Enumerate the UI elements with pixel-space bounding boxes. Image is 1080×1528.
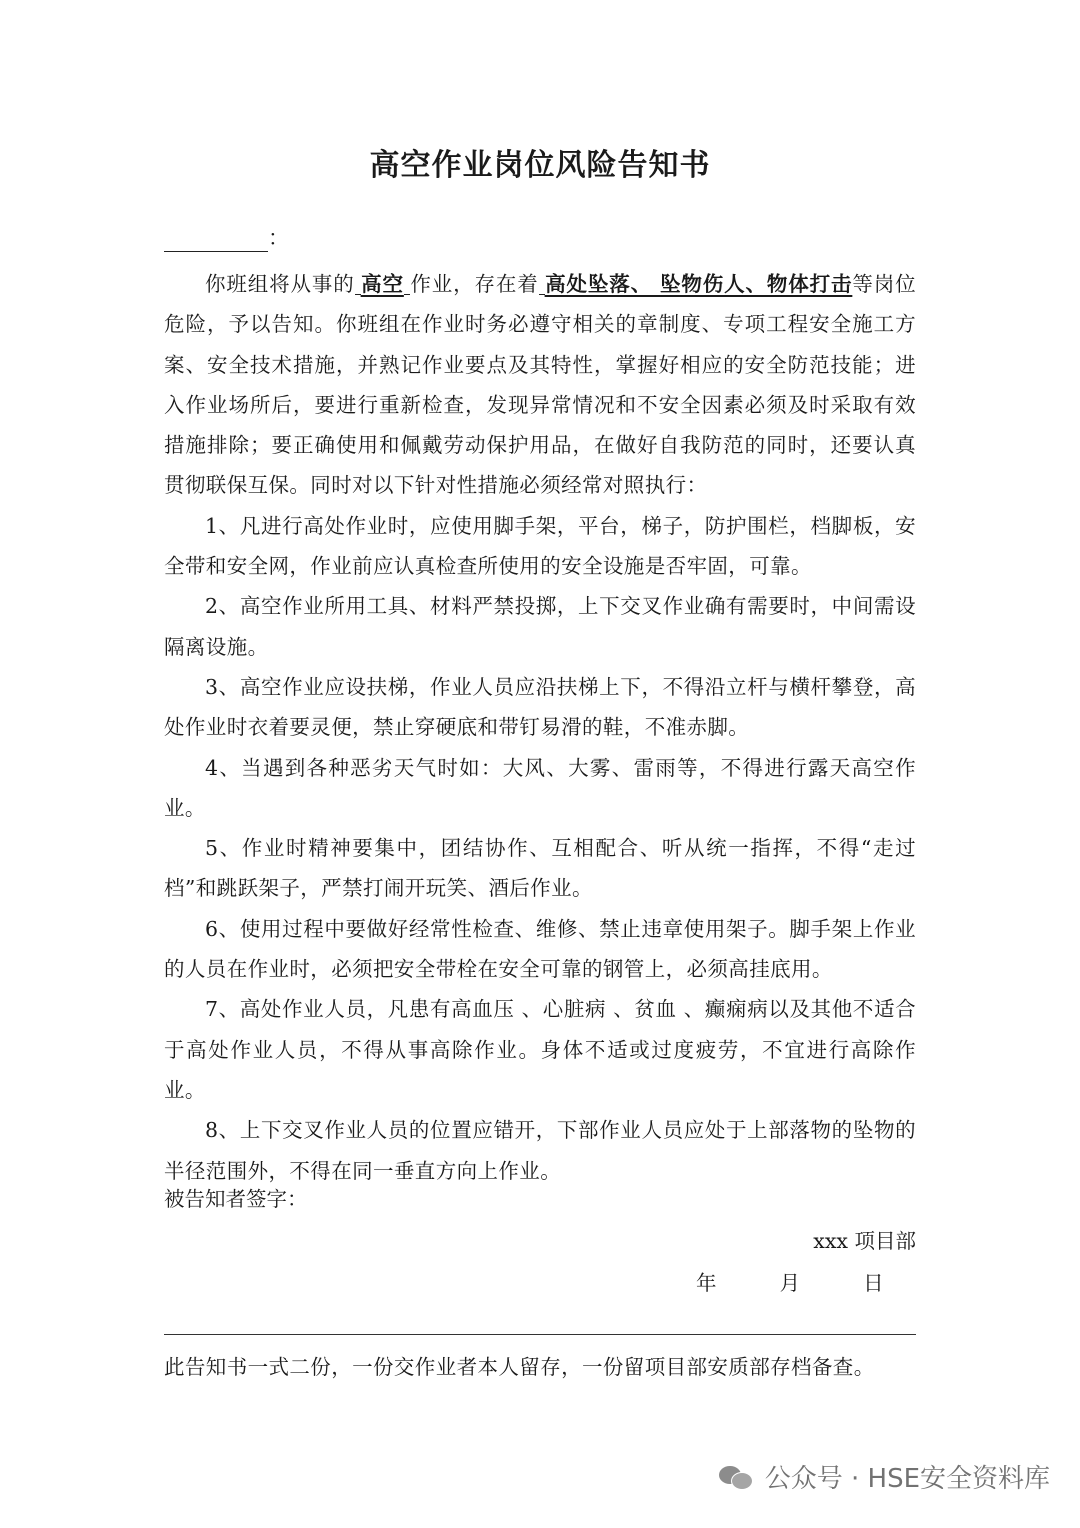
recipient-blank: [164, 231, 268, 252]
date-month: 月: [779, 1271, 801, 1295]
document-title: 高空作业岗位风险告知书: [369, 148, 711, 183]
divider-line: [164, 1334, 916, 1335]
intro-text-2: 作业，存在着: [409, 272, 539, 296]
measure-item-6: 6、使用过程中要做好经常性检查、维修、禁止违章使用架子。脚手架上作业的人员在作业时，必须把安全带栓在安全可靠的钢管上，必须高挂底用。: [164, 916, 916, 982]
watermark: [719, 1458, 1050, 1495]
wechat-icon: [719, 1464, 755, 1490]
intro-paragraph: [164, 264, 916, 506]
measure-item-2: 2、高空作业所用工具、材料严禁投掷，上下交叉作业确有需要时，中间需设隔离设施。: [164, 594, 916, 659]
hazards-list: 高处坠落、 坠物伤人、物体打击: [544, 272, 853, 296]
footnote: 此告知书一式二份，一份交作业者本人留存，一份留项目部安质部存档备查。: [164, 1355, 875, 1379]
measure-item-5: 5、作业时精神要集中，团结协作、互相配合、听从统一指挥，不得“走过档”和跳跃架子，严禁打闹开玩笑、酒后作业。: [164, 836, 916, 901]
measure-item-3: 3、高空作业应设扶梯，作业人员应沿扶梯上下，不得沿立杆与横杆攀登，高处作业时衣着要灵便，禁止穿硬底和带钉易滑的鞋，不准赤脚。: [164, 674, 916, 740]
date-year: 年: [696, 1271, 717, 1295]
intro-text-1: 你班组将从事的: [205, 272, 355, 296]
notice-body: [164, 264, 916, 1191]
measure-item-1: 1、凡进行高处作业时，应使用脚手架，平台，梯子，防护围栏，档脚板，安全带和安全网，作业前应认真检查所使用的安全设施是否牢固，可靠。: [164, 513, 916, 579]
measure-item-8: 8、上下交叉作业人员的位置应错开，下部作业人员应处于上部落物的坠物的半径范围外，不得在同一垂直方向上作业。: [164, 1118, 916, 1183]
measure-item-4: 4、当遇到各种恶劣天气时如：大风、大雾、雷雨等，不得进行露天高空作业。: [164, 755, 916, 820]
signature-label: 被告知者签字：: [164, 1187, 308, 1211]
job-type: 高空: [360, 272, 404, 296]
department-name: xxx 项目部: [813, 1229, 916, 1253]
salutation-colon: ：: [268, 226, 289, 250]
measure-item-7: 7、高处作业人员，凡患有高血压 、心脏病 、贫血 、癫痫病以及其他不适合于高处作业人员，不得从事高除作业。身体不适或过度疲劳，不宜进行高除作业。: [164, 997, 916, 1102]
date-line: [696, 1266, 884, 1296]
intro-text-3: 等岗位危险，予以告知。你班组在作业时务必遵守相关的章制度、专项工程安全施工方案、安全技术措施，并熟记作业要点及其特性，掌握好相应的安全防范技能；进入作业场所后，要进行重新检查，发现异常情况和不安全因素必须及时采取有效措施排除；要正确使用和佩戴劳动保护用品，在做好自我防范的同时，还要认真贯彻联保互保。同时对以下针对性措施必须经常对照执行：: [164, 272, 916, 498]
watermark-text: 公众号 · HSE安全资料库: [764, 1464, 1050, 1494]
date-day: 日: [863, 1271, 884, 1295]
salutation: [164, 222, 289, 252]
